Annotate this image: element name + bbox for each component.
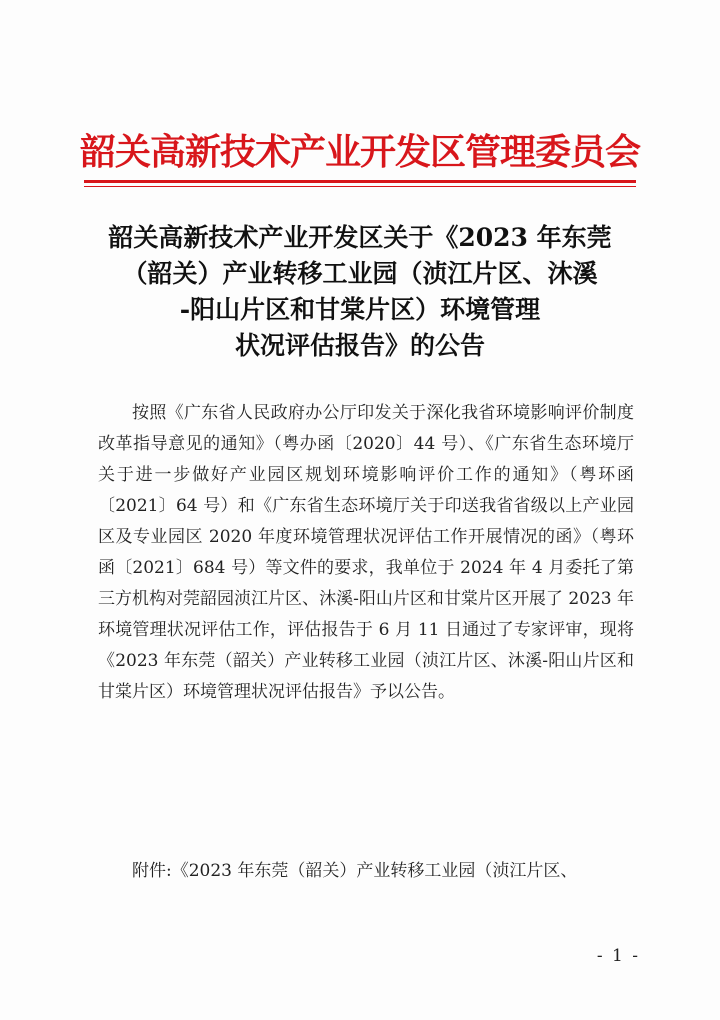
title-line: -阳山片区和甘棠片区）环境管理: [179, 295, 541, 324]
title-line: 状况评估报告》的公告: [234, 331, 485, 360]
document-title: [80, 220, 640, 364]
page-number: - 1 -: [596, 946, 640, 966]
title-line: （韶关）产业转移工业园（浈江片区、沐溪: [122, 259, 598, 288]
body-section: [98, 398, 634, 708]
body-paragraph: 按照《广东省人民政府办公厅印发关于深化我省环境影响评价制度改革指导意见的通知》（粤办函〔2020〕44 号）、《广东省生态环境厅关于进一步做好产业园区规划环境影响评价工作的通知》（粤环函〔2021〕64 号）和《广东省生态环境厅关于印送我省省级以上产业园区及专业园区 2020 年度环境管理状况评估工作开展情况的函》（粤环函〔2021〕684 号）等文件的要求，我单位于 2024 年 4 月委托了第三方机构对莞韶园浈江片区、沐溪-阳山片区和甘棠片区开展了 2023 年环境管理状况评估工作，评估报告于 6 月 11 日通过了专家评审，现将《2023 年东莞（韶关）产业转移工业园（浈江片区、沐溪-阳山片区和甘棠片区）环境管理状况评估报告》予以公告。: [98, 403, 634, 702]
header-red-rule: [84, 180, 636, 183]
organization-header: 韶关高新技术产业开发区管理委员会: [79, 131, 640, 173]
title-line: 韶关高新技术产业开发区关于《2023 年东莞: [108, 223, 612, 252]
attachment-line: 附件:《2023 年东莞（韶关）产业转移工业园（浈江片区、: [132, 861, 578, 881]
header-red-rule-thin: [84, 186, 636, 187]
